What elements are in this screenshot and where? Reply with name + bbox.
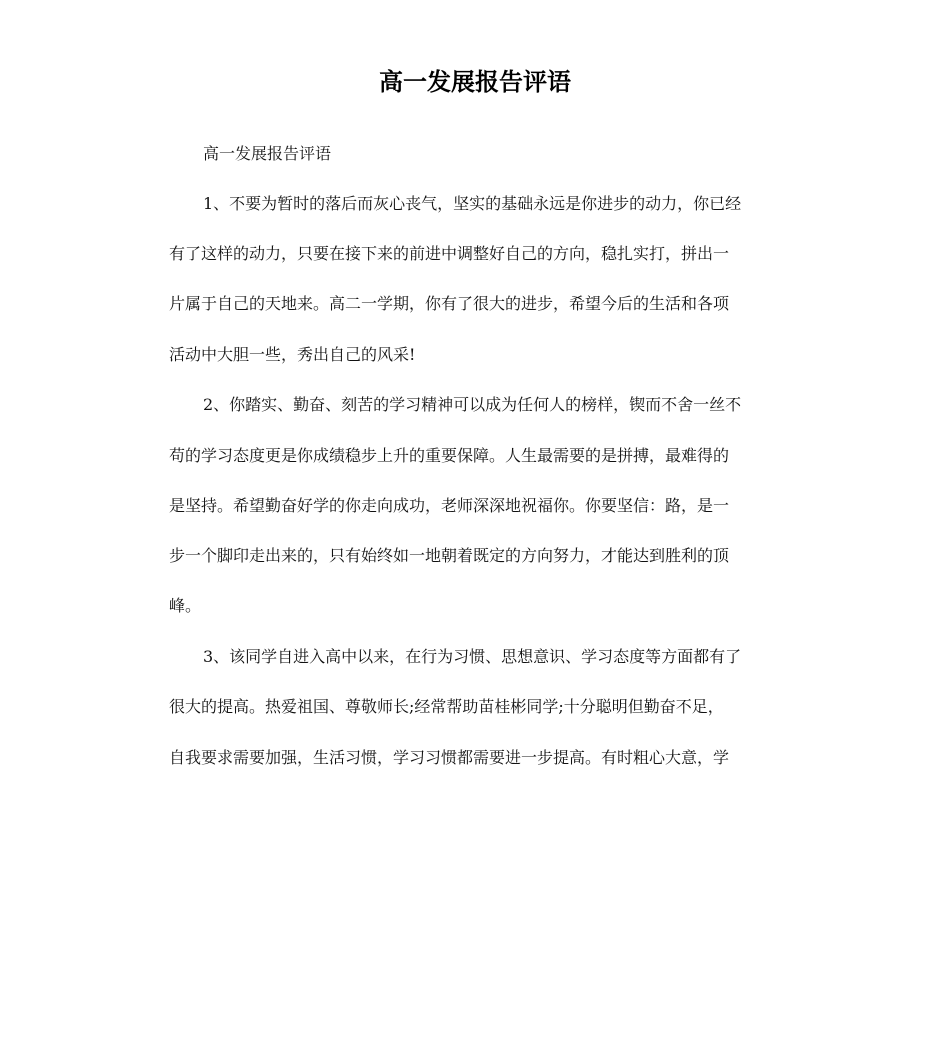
paragraph-2-line-5: 峰。 xyxy=(169,596,202,615)
paragraph-2-line-3: 是坚持。希望勤奋好学的你走向成功，老师深深地祝福你。你要坚信：路，是一 xyxy=(169,496,730,515)
paragraph-3-line-2: 很大的提高。热爱祖国、尊敬师长;经常帮助苗桂彬同学;十分聪明但勤奋不足， xyxy=(169,697,724,716)
paragraph-2-line-1: 2、你踏实、勤奋、刻苦的学习精神可以成为任何人的榜样，锲而不舍一丝不 xyxy=(203,395,742,414)
paragraph-1-line-2: 有了这样的动力，只要在接下来的前进中调整好自己的方向，稳扎实打，拼出一 xyxy=(169,244,730,263)
paragraph-2-line-4: 步一个脚印走出来的，只有始终如一地朝着既定的方向努力，才能达到胜利的顶 xyxy=(169,546,730,565)
paragraph-1-line-1: 1、不要为暂时的落后而灰心丧气，坚实的基础永远是你进步的动力，你已经 xyxy=(203,194,742,213)
paragraph-1-line-4: 活动中大胆一些，秀出自己的风采! xyxy=(169,345,416,364)
paragraph-1-line-3: 片属于自己的天地来。高二一学期，你有了很大的进步，希望今后的生活和各项 xyxy=(169,294,730,313)
paragraph-3-line-3: 自我要求需要加强，生活习惯，学习习惯都需要进一步提高。有时粗心大意，学 xyxy=(169,748,730,767)
document-title: 高一发展报告评语 xyxy=(379,68,571,96)
subtitle-line: 高一发展报告评语 xyxy=(203,144,332,163)
paragraph-3-line-1: 3、该同学自进入高中以来，在行为习惯、思想意识、学习态度等方面都有了 xyxy=(203,647,742,666)
paragraph-2-line-2: 苟的学习态度更是你成绩稳步上升的重要保障。人生最需要的是拼搏，最难得的 xyxy=(169,446,730,465)
